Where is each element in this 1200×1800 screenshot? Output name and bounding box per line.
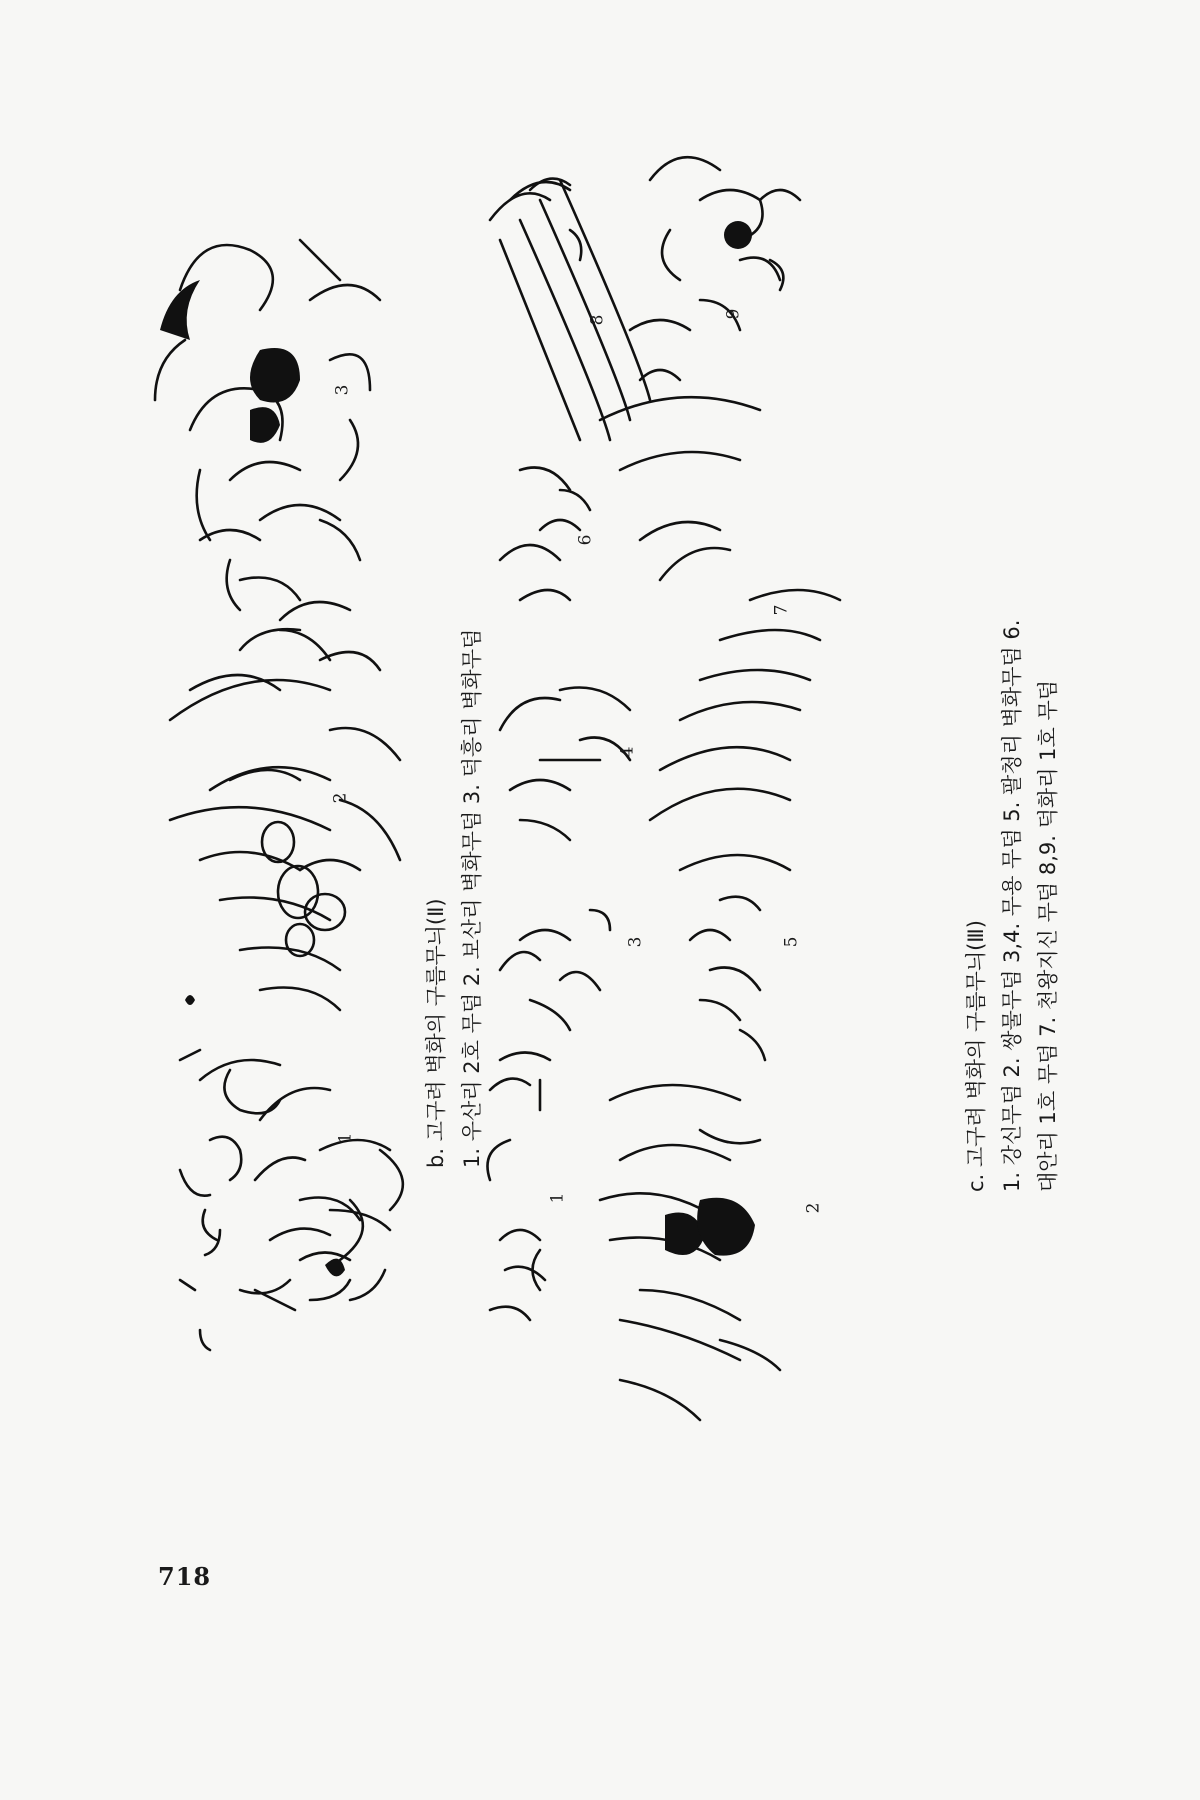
caption-b-items: 1. 우산리 2호 무덤 2. 보산리 벽화무덤 3. 덕흥리 벽화무덤 xyxy=(460,628,484,1168)
figure-number-c1: 1 xyxy=(547,1192,568,1204)
figure-c7-drawing xyxy=(600,397,840,870)
figure-number-b2: 2 xyxy=(330,792,351,804)
figure-c9-drawing xyxy=(630,157,800,380)
figure-number-c9: 9 xyxy=(723,308,744,320)
figure-c3-drawing xyxy=(500,910,610,1030)
figure-number-c6: 6 xyxy=(575,534,596,546)
figure-number-c3: 3 xyxy=(625,936,646,948)
figure-number-c2: 2 xyxy=(803,1202,824,1214)
caption-section-b xyxy=(418,629,490,1168)
figure-number-b1: 1 xyxy=(335,1132,356,1144)
figure-c4-drawing xyxy=(500,688,630,841)
figure-number-c4: 4 xyxy=(617,746,638,758)
caption-b-title: b. 고구려 벽화의 구름무늬(Ⅱ) xyxy=(424,898,448,1168)
figure-number-b3: 3 xyxy=(332,384,353,396)
figure-b1-drawing xyxy=(180,1050,403,1350)
figure-c5-drawing xyxy=(690,897,765,1060)
figure-b2-drawing xyxy=(170,602,400,1010)
caption-c-items-line1: 1. 강신무덤 2. 쌍물무덤 3,4. 무용 무덤 5. 팔청리 벽화무덤 6. xyxy=(1000,619,1024,1192)
figure-number-c5: 5 xyxy=(781,936,802,948)
caption-section-c xyxy=(958,620,1066,1192)
figure-number-c8: 8 xyxy=(587,314,608,326)
caption-c-title: c. 고구려 벽화의 구름무늬(Ⅲ) xyxy=(964,920,988,1192)
figure-c1-drawing xyxy=(488,1053,551,1321)
caption-c-items-line2: 대안리 1호 무덤 7. 천왕지신 무덤 8,9. 덕화리 1호 무덤 xyxy=(1036,679,1060,1192)
figure-c8-drawing xyxy=(490,179,650,440)
page-number: 718 xyxy=(158,1562,212,1591)
figure-number-c7: 7 xyxy=(771,604,792,616)
